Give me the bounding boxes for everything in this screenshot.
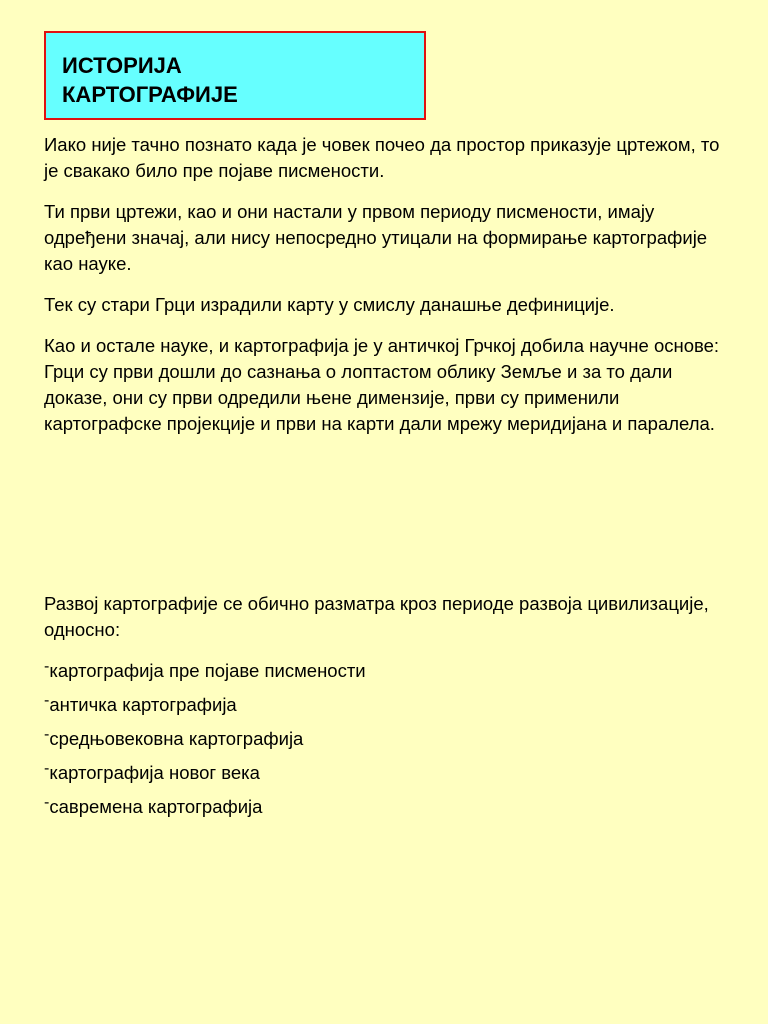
dash-marker: - — [44, 658, 50, 675]
paragraph-origin: Иако није тачно познато када је човек почео да простор приказује цртежом, то је свакако било пре појаве писмености. — [44, 134, 720, 181]
list-item — [44, 658, 724, 686]
periods-list — [44, 658, 724, 822]
list-item-text: савремена картографија — [49, 796, 263, 817]
title-box — [44, 31, 426, 120]
title-line-2: КАРТОГРАФИЈЕ — [62, 82, 238, 107]
dash-marker: - — [44, 692, 50, 709]
spacer — [44, 452, 724, 591]
list-item — [44, 794, 724, 822]
dash-marker: - — [44, 760, 50, 777]
page-title — [62, 51, 238, 109]
dash-marker: - — [44, 726, 50, 743]
title-line-1: ИСТОРИЈА — [62, 53, 182, 78]
list-item — [44, 760, 724, 788]
document-body — [44, 132, 724, 828]
paragraph-ancient-greeks: Тек су стари Грци израдили карту у смислу данашње дефиниције. — [44, 294, 615, 315]
paragraph-periods-intro: Развој картографије се обично разматра кроз периоде развоја цивилизације, односно: — [44, 593, 709, 640]
paragraph-scientific-basis: Као и остале науке, и картографија је у античкој Грчкој добила научне основе: Грци су први дошли до сазнања о лоптастом облику Земље и за то дали доказе, они су први одредили њене димензије, први су применили картографске пројекције и први на карти дали мрежу меридијана и паралела. — [44, 335, 720, 434]
list-item-text: средњовековна картографија — [49, 728, 304, 749]
list-item-text: картографија пре појаве писмености — [49, 660, 366, 681]
dash-marker: - — [44, 794, 50, 811]
list-item-text: античка картографија — [49, 694, 237, 715]
list-item — [44, 692, 724, 720]
list-item-text: картографија новог века — [49, 762, 260, 783]
list-item — [44, 726, 724, 754]
paragraph-early-drawings: Ти први цртежи, као и они настали у првом периоду писмености, имају одређени значај, али нису непосредно утицали на формирање картографије као науке. — [44, 201, 708, 274]
